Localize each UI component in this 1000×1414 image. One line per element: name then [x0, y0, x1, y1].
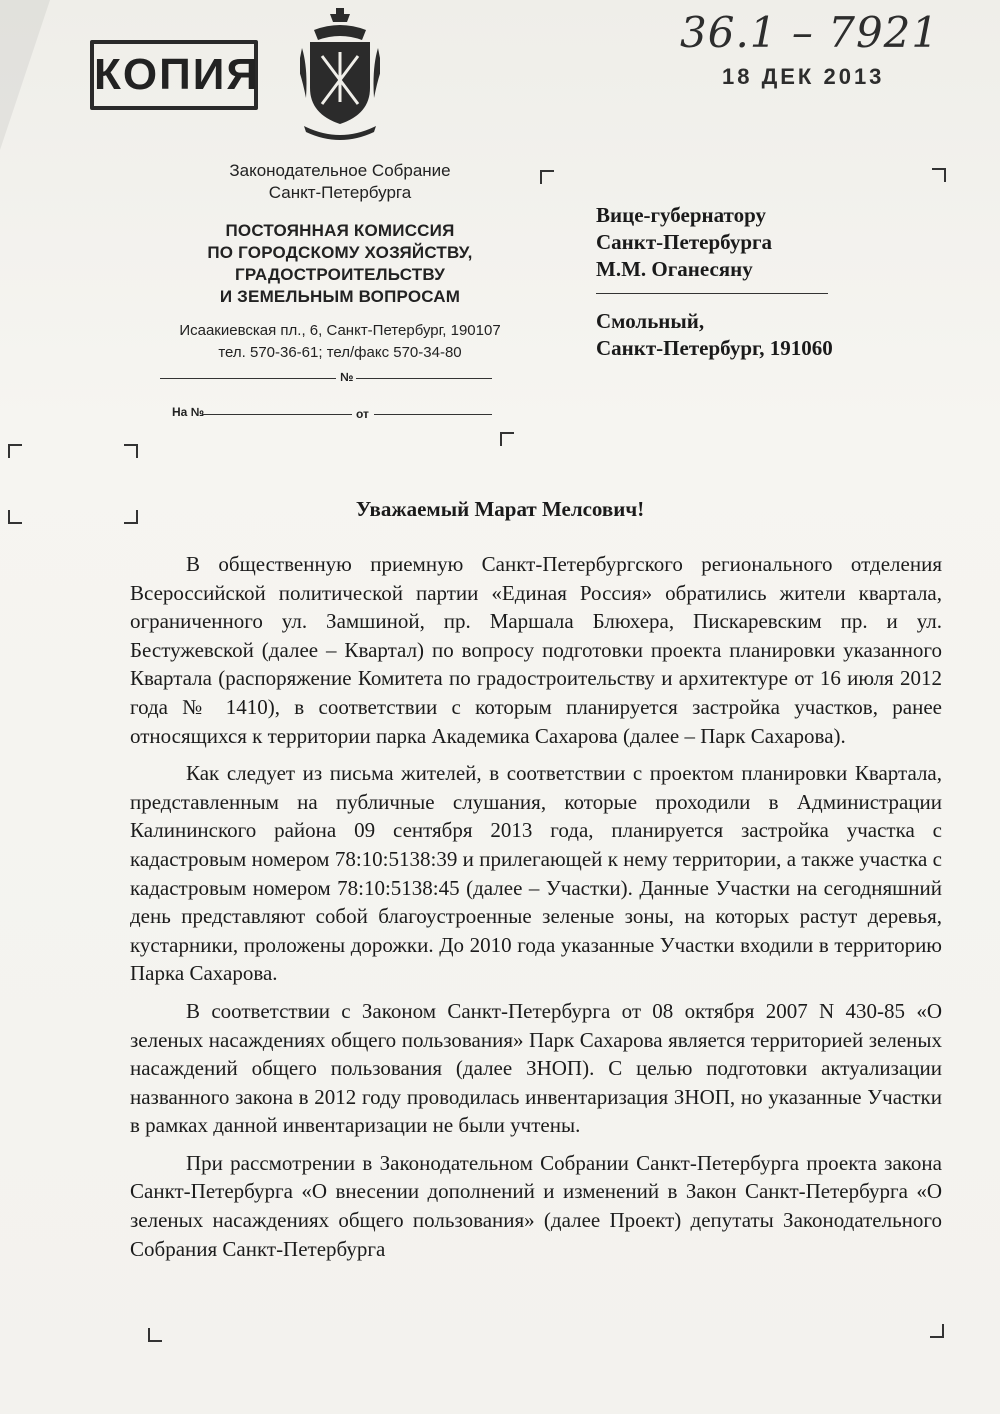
committee-line: ПО ГОРОДСКОМУ ХОЗЯЙСТВУ,	[207, 243, 473, 262]
outgoing-number-label: №	[340, 370, 354, 384]
committee-line: И ЗЕМЕЛЬНЫМ ВОПРОСАМ	[219, 287, 461, 306]
copy-stamp: КОПИЯ	[90, 40, 258, 110]
corner-mark	[540, 170, 554, 184]
corner-mark	[500, 432, 514, 446]
outgoing-number-line	[160, 378, 336, 379]
reply-to-line	[202, 414, 352, 415]
recipient-address-line: Санкт-Петербург, 191060	[596, 336, 833, 360]
committee-line: ГРАДОСТРОИТЕЛЬСТВУ	[234, 265, 445, 284]
recipient-city: Санкт-Петербурга	[596, 230, 773, 254]
recipient-address-line: Смольный,	[596, 309, 705, 333]
letter-paragraph: В общественную приемную Санкт-Петербургского регионального отделения Всероссийской политической партии «Единая Россия» обратились жители квартала, ограниченного ул. Замшиной, пр. Маршала Блюхера, Пискаревским пр. и ул. Бестужевской (далее – Квартал) по вопросу подготовки проекта планировки указанного Квартала (распоряжение Комитета по градостроительству и архитектуре от 16 июля 2012 года № 1410), в соответствии с которым планируется застройка участков, ранее относящихся к территории парка Академика Сахарова (далее – Парк Сахарова).	[130, 552, 942, 748]
recipient-divider	[596, 293, 828, 294]
from-line	[374, 414, 492, 415]
sender-street: Исаакиевская пл., 6, Санкт-Петербург, 190107	[179, 322, 501, 339]
corner-mark	[148, 1328, 162, 1342]
handwritten-registration-number: 36.1 – 7921	[680, 8, 940, 57]
letter-paragraph: Как следует из письма жителей, в соответствии с проектом планировки Квартала, представленным на публичные слушания, которые проходили в Администрации Калининского района 09 сентября 2013 года, планируется застройка участка с кадастровым номером 78:10:5138:39 и прилегающей к нему территории, а также участка с кадастровым номером 78:10:5138:45 (далее – Участки). Данные Участки на сегодняшний день представляют собой благоустроенные зеленые зоны, на которых растут деревья, кустарники, проложены дорожки. До 2010 года указанные Участки входили в территорию Парка Сахарова.	[130, 761, 942, 986]
sender-address	[160, 320, 520, 364]
recipient-name: М.М. Оганесяну	[596, 257, 753, 281]
letter-paragraph: При рассмотрении в Законодательном Собрании Санкт-Петербурга проекта закона Санкт-Петербурга «О внесении дополнений и изменений в Закон Санкт-Петербурга «О зеленых насаждениях общего пользования» (далее Проект) депутаты Законодательного Собрания Санкт-Петербурга	[130, 1150, 942, 1261]
sender-org-line: Санкт-Петербурга	[268, 183, 412, 202]
letter-body	[130, 550, 942, 1272]
corner-mark	[930, 1324, 944, 1338]
committee-line: ПОСТОЯННАЯ КОМИССИЯ	[225, 221, 455, 240]
from-label: от	[356, 407, 369, 421]
outgoing-number-line	[356, 378, 492, 379]
coat-of-arms-icon	[300, 8, 380, 158]
letter-paragraph: В соответствии с Законом Санкт-Петербурга от 08 октября 2007 N 430-85 «О зеленых насаждениях общего пользования» Парк Сахарова является территорией зеленых насаждений общего пользования (далее ЗНОП). С целью подготовки актуализации названного закона в 2012 году проводилась инвентаризация ЗНОП, но указанные Участки в рамках данной инвентаризации не были учтены.	[130, 998, 942, 1138]
corner-mark	[124, 444, 138, 458]
sender-block	[160, 160, 520, 364]
corner-mark	[932, 168, 946, 182]
recipient-block	[596, 202, 896, 362]
committee-name	[160, 220, 520, 308]
recipient-title: Вице-губернатору	[596, 203, 766, 227]
sender-org-line: Законодательное Собрание	[229, 161, 451, 180]
reply-to-label: На №	[172, 405, 205, 419]
salutation: Уважаемый Марат Мелсович!	[355, 497, 645, 521]
folded-corner	[0, 0, 50, 150]
received-date-stamp: 18 ДЕК 2013	[722, 64, 885, 89]
sender-phones: тел. 570-36-61; тел/факс 570-34-80	[218, 344, 462, 361]
corner-mark	[8, 444, 22, 458]
